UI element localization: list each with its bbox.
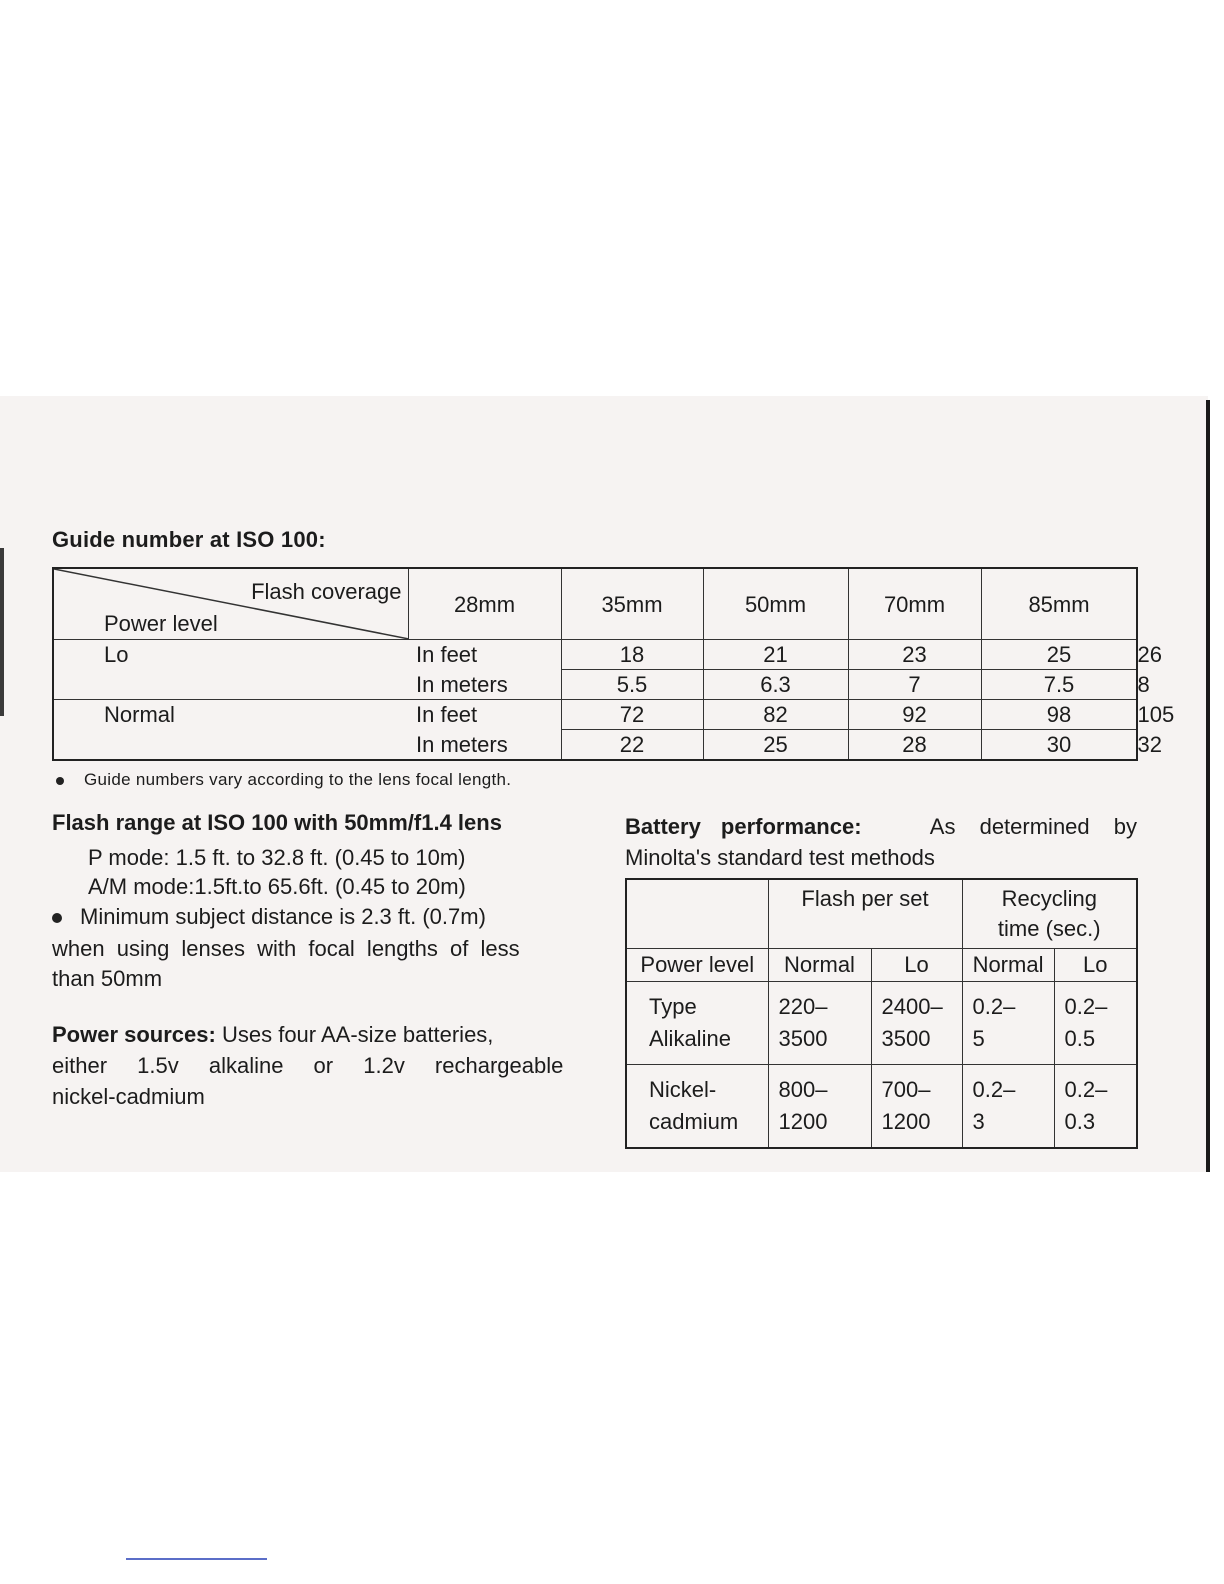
battery-row bbox=[626, 982, 1137, 1065]
guide-value-cell: 82 bbox=[703, 700, 848, 730]
flash-lo-cell-line: 2400– bbox=[881, 994, 943, 1019]
guide-note bbox=[56, 770, 511, 790]
guide-value-cell: 7 bbox=[848, 670, 981, 700]
guide-value-cell: 21 bbox=[703, 640, 848, 670]
bullet-icon bbox=[52, 913, 62, 923]
guide-value-cell: 7.5 bbox=[981, 670, 1137, 700]
empty-cell bbox=[626, 879, 768, 949]
power-level-subheader: Power level bbox=[626, 949, 768, 982]
battery-type-cell-line: Alikaline bbox=[649, 1026, 731, 1051]
battery-type-cell-line: Nickel- bbox=[649, 1077, 717, 1102]
min-distance-line bbox=[52, 904, 486, 930]
recycling-header bbox=[962, 879, 1137, 949]
guide-row bbox=[53, 730, 1137, 761]
recycle-normal-cell-line: 3 bbox=[972, 1109, 985, 1134]
battery-line1 bbox=[625, 811, 1137, 842]
guide-value-cell: 25 bbox=[981, 640, 1137, 670]
power-sources-label: Power sources: bbox=[52, 1022, 216, 1047]
min-distance-line3: than 50mm bbox=[52, 966, 163, 991]
flash-lo-cell bbox=[871, 982, 962, 1065]
flash-coverage-label: Flash coverage bbox=[251, 579, 402, 604]
power-level-cell bbox=[53, 730, 408, 761]
page-edge-right bbox=[1206, 400, 1210, 1172]
power-sources-line1 bbox=[52, 1022, 493, 1048]
col-header: 85mm bbox=[981, 568, 1137, 640]
flash-lo-cell bbox=[871, 1065, 962, 1149]
guide-value-cell: 28 bbox=[848, 730, 981, 761]
recycle-normal-cell-line: 5 bbox=[972, 1026, 985, 1051]
lo-subheader: Lo bbox=[871, 949, 962, 982]
recycle-lo-cell-line: 0.2– bbox=[1064, 994, 1108, 1019]
flash-range-title: Flash range at ISO 100 with 50mm/f1.4 lens bbox=[52, 810, 502, 835]
recycle-lo-cell-line: 0.5 bbox=[1064, 1026, 1096, 1051]
recycling-header-1: Recycling bbox=[1001, 886, 1097, 911]
min-distance-line2: when using lenses with focal lengths of less bbox=[52, 936, 520, 961]
am-mode-line: A/M mode:1.5ft.to 65.6ft. (0.45 to 20m) bbox=[88, 874, 466, 899]
col-header: 70mm bbox=[848, 568, 981, 640]
unit-cell: In feet bbox=[408, 700, 561, 730]
recycle-normal-cell-line: 0.2– bbox=[972, 994, 1016, 1019]
power-level-cell: Normal bbox=[53, 700, 408, 730]
unit-cell: In meters bbox=[408, 670, 561, 700]
guide-value-cell: 30 bbox=[981, 730, 1137, 761]
flash-lo-cell-line: 3500 bbox=[881, 1026, 931, 1051]
normal-subheader: Normal bbox=[768, 949, 871, 982]
flash-lo-cell-line: 1200 bbox=[881, 1109, 931, 1134]
col-header: 50mm bbox=[703, 568, 848, 640]
col-header: 28mm bbox=[408, 568, 561, 640]
battery-performance-label: Battery performance: bbox=[625, 814, 862, 839]
guide-corner-cell bbox=[53, 568, 408, 640]
guide-value-cell: 72 bbox=[561, 700, 703, 730]
flash-normal-cell bbox=[768, 1065, 871, 1149]
battery-type-cell bbox=[626, 982, 768, 1065]
guide-value-cell: 6.3 bbox=[703, 670, 848, 700]
recycle-lo-cell bbox=[1054, 982, 1137, 1065]
power-sources-line3: nickel-cadmium bbox=[52, 1084, 205, 1109]
flash-normal-cell-line: 1200 bbox=[778, 1109, 828, 1134]
battery-text-1: As determined by bbox=[929, 814, 1137, 839]
flash-normal-cell-line: 3500 bbox=[778, 1026, 828, 1051]
flash-normal-cell bbox=[768, 982, 871, 1065]
power-level-label: Power level bbox=[104, 611, 218, 636]
battery-line2: Minolta's standard test methods bbox=[625, 845, 935, 870]
guide-value-cell: 92 bbox=[848, 700, 981, 730]
col-header: 35mm bbox=[561, 568, 703, 640]
battery-type-cell bbox=[626, 1065, 768, 1149]
min-distance-text: Minimum subject distance is 2.3 ft. (0.7m) bbox=[80, 904, 486, 929]
battery-table bbox=[625, 878, 1138, 1149]
guide-row bbox=[53, 700, 1137, 730]
guide-number-table bbox=[52, 567, 1138, 761]
battery-type-cell-line: cadmium bbox=[649, 1109, 739, 1134]
bullet-icon bbox=[56, 777, 64, 785]
power-sources-text: Uses four AA-size batteries, bbox=[221, 1022, 494, 1047]
normal-subheader-2: Normal bbox=[962, 949, 1054, 982]
battery-performance-text bbox=[625, 811, 1137, 873]
flash-normal-cell-line: 220– bbox=[778, 994, 828, 1019]
recycle-normal-cell bbox=[962, 1065, 1054, 1149]
recycle-normal-cell-line: 0.2– bbox=[972, 1077, 1016, 1102]
guide-row bbox=[53, 640, 1137, 670]
recycle-lo-cell-line: 0.2– bbox=[1064, 1077, 1108, 1102]
lo-subheader-2: Lo bbox=[1054, 949, 1137, 982]
guide-note-text: Guide numbers vary according to the lens focal length. bbox=[84, 770, 512, 789]
recycle-normal-cell bbox=[962, 982, 1054, 1065]
recycling-header-2: time (sec.) bbox=[997, 916, 1101, 941]
guide-value-cell: 22 bbox=[561, 730, 703, 761]
guide-number-heading: Guide number at ISO 100: bbox=[52, 527, 326, 552]
battery-type-cell-line: Type bbox=[649, 994, 697, 1019]
unit-cell: In meters bbox=[408, 730, 561, 761]
recycle-lo-cell bbox=[1054, 1065, 1137, 1149]
guide-value-cell: 98 bbox=[981, 700, 1137, 730]
guide-value-cell: 18 bbox=[561, 640, 703, 670]
unit-cell: In feet bbox=[408, 640, 561, 670]
footer-rule bbox=[126, 1558, 267, 1560]
battery-row bbox=[626, 1065, 1137, 1149]
guide-value-cell: 25 bbox=[703, 730, 848, 761]
flash-normal-cell-line: 800– bbox=[778, 1077, 828, 1102]
guide-row bbox=[53, 670, 1137, 700]
battery-subheader-row bbox=[626, 949, 1137, 982]
guide-value-cell: 23 bbox=[848, 640, 981, 670]
flash-lo-cell-line: 700– bbox=[881, 1077, 931, 1102]
guide-header-row bbox=[53, 568, 1137, 640]
power-sources-line2: either 1.5v alkaline or 1.2v rechargeable bbox=[52, 1053, 564, 1078]
guide-value-cell: 5.5 bbox=[561, 670, 703, 700]
battery-header-row bbox=[626, 879, 1137, 949]
power-level-cell bbox=[53, 670, 408, 700]
page-edge-left bbox=[0, 548, 4, 716]
recycle-lo-cell-line: 0.3 bbox=[1064, 1109, 1096, 1134]
power-level-cell: Lo bbox=[53, 640, 408, 670]
p-mode-line: P mode: 1.5 ft. to 32.8 ft. (0.45 to 10m) bbox=[88, 845, 466, 870]
flash-per-set-header: Flash per set bbox=[768, 879, 962, 949]
